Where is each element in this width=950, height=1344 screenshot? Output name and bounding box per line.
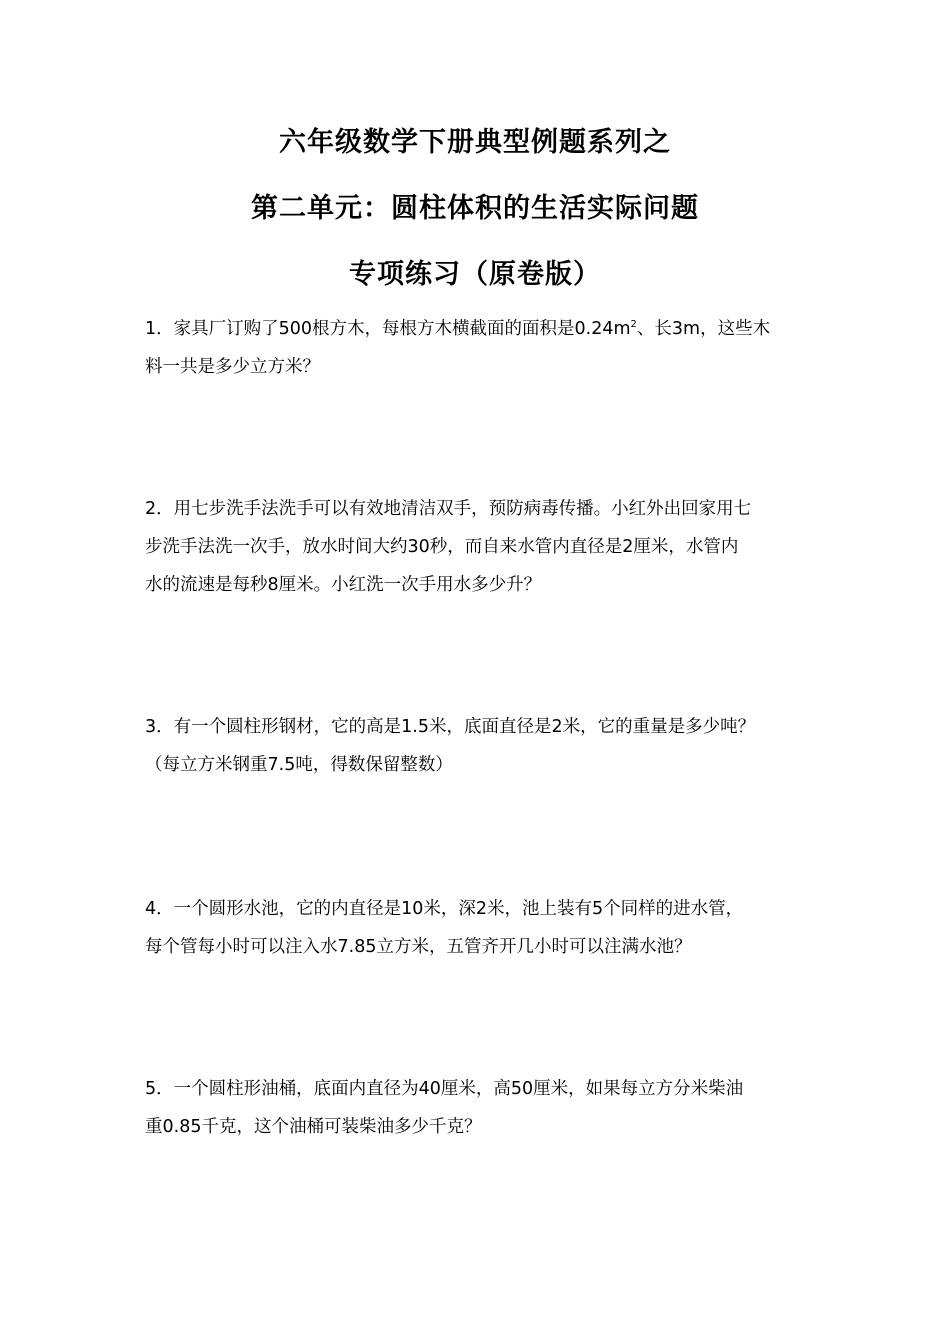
question-3 [145, 708, 825, 784]
question-4-line-2: 每个管每小时可以注入水7.85立方米，五管齐开几小时可以注满水池？ [145, 937, 692, 957]
question-1-line-2: 料一共是多少立方米？ [145, 357, 320, 377]
question-2-line-3: 水的流速是每秒8厘米。小红洗一次手用水多少升？ [145, 575, 542, 595]
superscript-squared: 2 [630, 319, 637, 330]
title-exercise: 专项练习（原卷版） [349, 259, 601, 290]
question-5-line-1: 5．一个圆柱形油桶，底面内直径为40厘米，高50厘米，如果每立方分米柴油 [145, 1079, 744, 1099]
question-2-line-2: 步洗手法洗一次手，放水时间大约30秒，而自来水管内直径是2厘米，水管内 [145, 537, 739, 557]
question-4 [145, 890, 825, 966]
question-1-line-1 [145, 310, 825, 348]
question-2-line-1: 2．用七步洗手法洗手可以有效地清洁双手，预防病毒传播。小红外出回家用七 [145, 499, 752, 519]
question-3-line-2: （每立方米钢重7.5吨，得数保留整数） [145, 755, 453, 775]
title-series: 六年级数学下册典型例题系列之 [279, 127, 671, 158]
question-1 [145, 310, 825, 386]
title-unit: 第二单元：圆柱体积的生活实际问题 [251, 193, 699, 224]
question-2 [145, 490, 825, 604]
question-1-text-a: 1．家具厂订购了500根方木，每根方木横截面的面积是0.24m [145, 319, 631, 339]
question-5-line-2: 重0.85千克，这个油桶可装柴油多少千克？ [145, 1117, 482, 1137]
question-3-line-1: 3．有一个圆柱形钢材，它的高是1.5米，底面直径是2米，它的重量是多少吨？ [145, 717, 756, 737]
question-1-text-b: 、长3m，这些木 [636, 319, 771, 339]
question-5 [145, 1070, 825, 1146]
question-4-line-1: 4．一个圆形水池，它的内直径是10米，深2米，池上装有5个同样的进水管， [145, 899, 744, 919]
